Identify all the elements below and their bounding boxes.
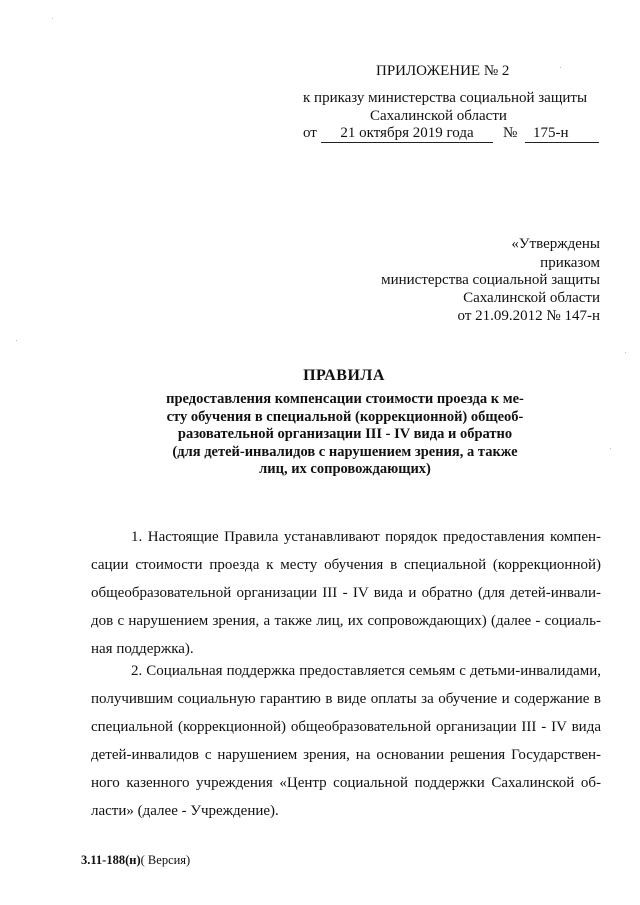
approved-line-2: приказом bbox=[540, 255, 600, 271]
subtitle-line: предоставления компенсации стоимости проезда к ме- bbox=[166, 391, 524, 407]
paragraph-line: 2. Социальная поддержка предоставляется семьям с детьми-инвалидами, bbox=[131, 663, 601, 679]
subtitle-line: сту обучения в специальной (коррекционной) общеоб- bbox=[166, 408, 524, 425]
scan-speck bbox=[560, 67, 561, 68]
footer-version: ( Версия) bbox=[140, 853, 191, 867]
paragraph-line: детей-инвалидов с нарушением зрения, на основании решения Государствен- bbox=[91, 747, 601, 763]
footer-code-number: 3.11-188(н) bbox=[81, 853, 141, 867]
footer-code bbox=[81, 853, 190, 868]
paragraph-1 bbox=[91, 523, 601, 663]
scan-speck bbox=[16, 340, 17, 341]
paragraph-line: 1. Настоящие Правила устанавливают порядок предоставления компен- bbox=[131, 529, 601, 545]
approved-line-3: министерства социальной защиты bbox=[381, 272, 600, 288]
scan-speck bbox=[625, 352, 626, 353]
paragraph-line: специальной (коррекционной) общеобразовательной организации III - IV вида bbox=[91, 719, 601, 735]
scan-speck bbox=[52, 18, 53, 19]
annex-from-label: от bbox=[303, 125, 317, 141]
rules-title: ПРАВИЛА bbox=[303, 367, 385, 384]
annex-number: 175-н bbox=[525, 124, 599, 143]
rules-subtitle bbox=[100, 391, 590, 479]
paragraph-line: сации стоимости проезда к месту обучения в специальной (коррекционной) bbox=[91, 557, 601, 573]
annex-order-line: к приказу министерства социальной защиты bbox=[303, 90, 588, 106]
approved-line-1: «Утверждены bbox=[511, 236, 600, 252]
paragraph-2 bbox=[91, 657, 601, 825]
paragraph-line: ная поддержка). bbox=[91, 641, 194, 657]
subtitle-line: (для детей-инвалидов с нарушением зрения, а также bbox=[172, 443, 518, 460]
paragraph-line: ласти» (далее - Учреждение). bbox=[91, 803, 279, 819]
paragraph-line: общеобразовательной организации III - IV вида и обратно (для детей-инвали- bbox=[91, 585, 601, 601]
annex-region-line: Сахалинской области bbox=[370, 108, 507, 124]
paragraph-line: ного казенного учреждения «Центр социальной поддержки Сахалинской об- bbox=[91, 775, 601, 791]
paragraph-line: получившим социальную гарантию в виде оплаты за обучение и содержание в bbox=[91, 691, 601, 707]
annex-title: ПРИЛОЖЕНИЕ № 2 bbox=[376, 63, 510, 79]
approved-line-5: от 21.09.2012 № 147-н bbox=[457, 308, 600, 324]
subtitle-line: разовательной организации III - IV вида и обратно bbox=[177, 426, 513, 442]
annex-number-label: № bbox=[503, 125, 518, 141]
annex-date-row bbox=[303, 124, 603, 144]
annex-date: 21 октября 2019 года bbox=[321, 124, 493, 143]
subtitle-line: лиц, их сопровождающих) bbox=[259, 461, 431, 477]
approved-line-4: Сахалинской области bbox=[463, 290, 600, 306]
scan-speck bbox=[610, 448, 611, 449]
paragraph-line: дов с нарушением зрения, а также лиц, их сопровождающих) (далее - социаль- bbox=[91, 613, 601, 629]
